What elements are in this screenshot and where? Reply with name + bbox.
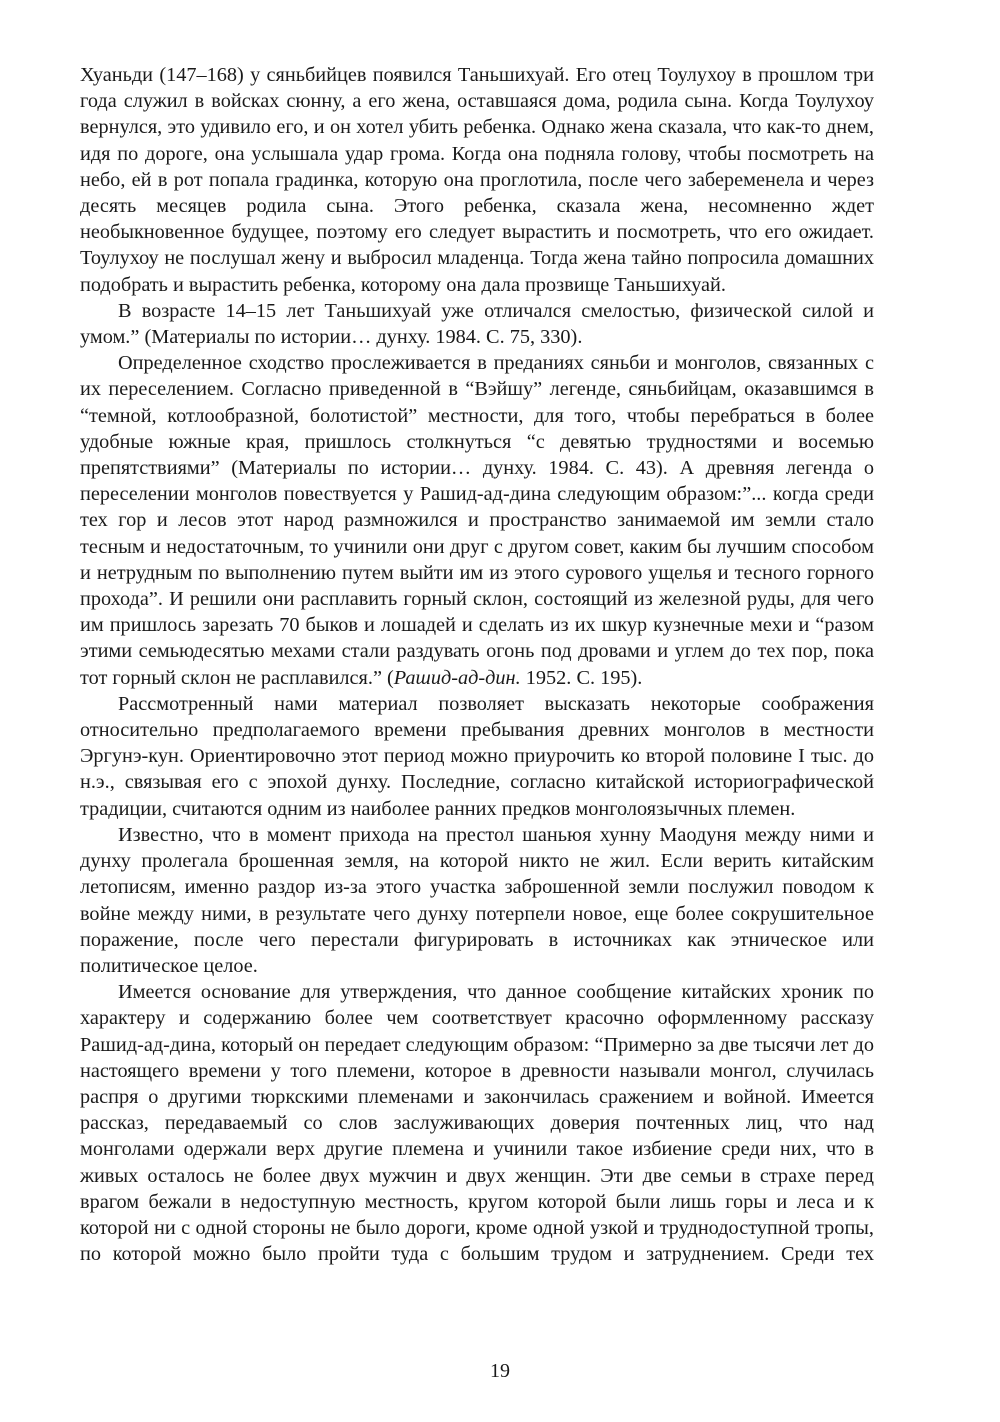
paragraph-3-text: Определенное сходство прослеживается в преданиях сяньби и монголов, связанных с их переселением. Согласно приведенной в “Вэйшу” легенде, сяньбийцам, оказавшимся в “темной, котлообразной, болотистой” местности, для того, чтобы перебраться в более удобные южные края, пришлось столкнуться “с девятью трудностями и восемью препятствиями” (Материалы по истории… дунху. 1984. С. 43). А древняя легенда о переселении монголов повествуется у Рашид-ад-дина следующим образом:”... когда среди тех гор и лесов этот народ размножился и пространство занимаемой им земли стало тесным и недостаточным, то учинили они друг с другом совет, каким бы лучшим способом и нетрудным по выполнению путем выйти им из этого сурового ущелья и тесного горного прохода”. И решили они расплавить горный склон, состоящий из железной руды, для чего им пришлось зарезать 70 быков и лошадей и сделать из их шкур кузнечные мехи и “разом этими семьюдесятью мехами стали раздувать огонь под дровами и углем до тех пор, пока тот горный склон не расплавился.” ( xyxy=(80,352,874,689)
paragraph-1-text: Хуаньди (147–168) у сяньбийцев появился Таньшихуай. Его отец Тоулухоу в прошлом три года служил в войсках сюнну, а его жена, оставшаяся дома, родила сына. Когда Тоулухоу вернулся, это удивило его, и он хотел убить ребенка. Однако жена сказала, что как-то днем, идя по дороге, она услышала удар грома. Когда она подняла голову, чтобы посмотреть на небо, ей в рот попала градинка, которую она проглотила, после чего забеременела и через десять месяцев родила сына. Этого ребенка, сказала жена, несомненно ждет необыкновенное будущее, поэтому его следует вырастить и посмотреть, что его ожидает. Тоулухоу не послушал жену и выбросил младенца. Тогда жена тайно попросила домашних подобрать и вырастить ребенка, которому она дала прозвище Таньшихуай. xyxy=(80,64,874,296)
paragraph-2 xyxy=(80,298,874,350)
paragraph-6-text: Имеется основание для утверждения, что данное сообщение китайских хроник по характеру и содержанию более чем соответствует красочно оформленному рассказу Рашид-ад-дина, который он передает следующим образом: “Примерно за две тысячи лет до настоящего времени у того племени, которое в древности называли монгол, случилась распря о другими тюркскими племенами и закончилась сражением и войной. Имеется рассказ, передаваемый со слов заслуживающих доверия почтенных лиц, что над монголами одержали верх другие племена и учинили такое избиение среди них, что в живых осталось не более двух мужчин и двух женщин. Эти две семьи в страхе перед врагом бежали в недоступную местность, кругом которой были лишь горы и леса и к которой ни с одной стороны не было дороги, кроме одной узкой и труднодоступной тропы, по которой можно было пройти туда с большим трудом и затруднением. Среди тех xyxy=(80,981,874,1266)
page-body xyxy=(80,62,874,1267)
page-number: 19 xyxy=(490,1360,510,1382)
paragraph-6 xyxy=(80,979,874,1267)
paragraph-3-citation: 1952. С. 195). xyxy=(520,666,643,689)
paragraph-1 xyxy=(80,62,874,298)
paragraph-2-text: В возрасте 14–15 лет Таньшихуай уже отличался смелостью, физической силой и умом.” (Материалы по истории… дунху. 1984. С. 75, 330). xyxy=(80,299,874,349)
paragraph-4 xyxy=(80,691,874,822)
paragraph-3 xyxy=(80,350,874,691)
paragraph-5-text: Известно, что в момент прихода на престол шаньюя хунну Маодуня между ними и дунху пролегала брошенная земля, на которой никто не жил. Если верить китайским летописям, именно раздор из-за этого участка заброшенной земли послужил поводом к войне между ними, в результате чего дунху потерпели новое, еще более сокрушительное поражение, после чего перестали фигурировать в источниках как этническое или политическое целое. xyxy=(80,823,874,977)
paragraph-5 xyxy=(80,822,874,979)
paragraph-3-author-italic: Рашид-ад-дин. xyxy=(393,666,521,689)
paragraph-4-text: Рассмотренный нами материал позволяет высказать некоторые соображения относительно предполагаемого времени пребывания древних монголов в местности Эргунэ-кун. Ориентировочно этот период можно приурочить ко второй половине I тыс. до н.э., связывая его с эпохой дунху. Последние, согласно китайской историографической традиции, считаются одним из наиболее ранних предков монголоязычных племен. xyxy=(80,692,874,820)
